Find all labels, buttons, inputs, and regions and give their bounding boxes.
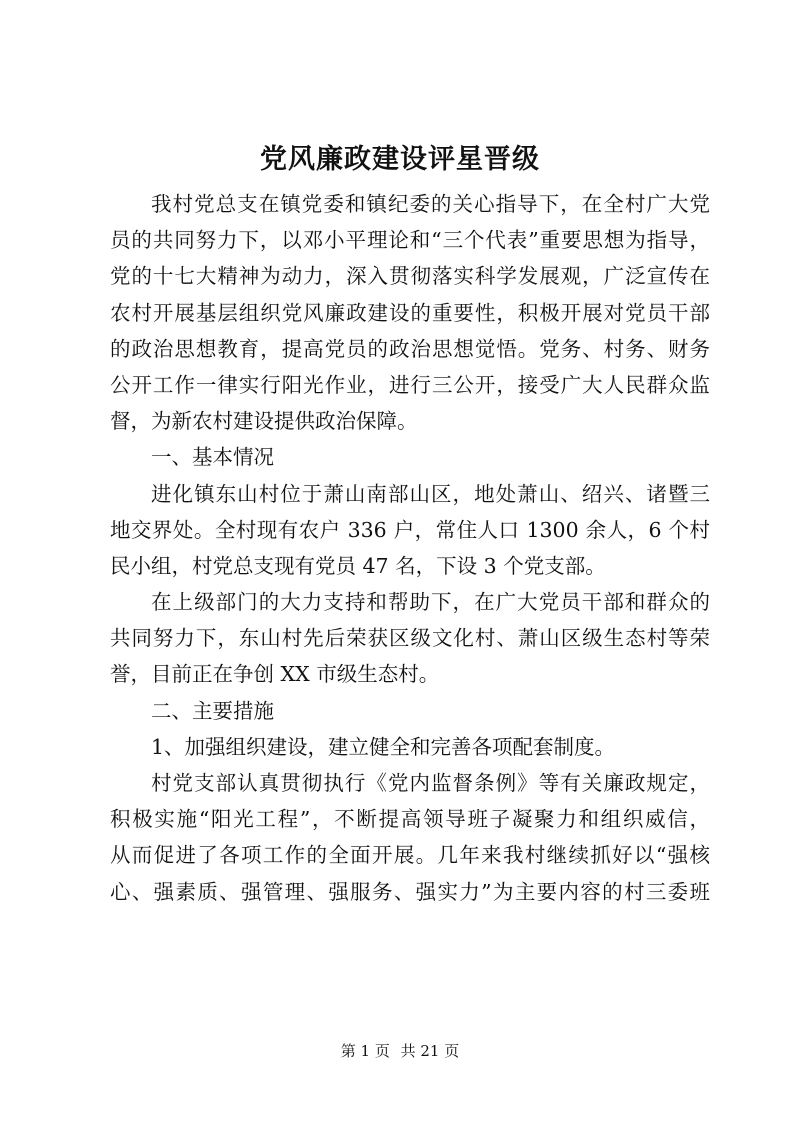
paragraph-line: 公开工作一律实行阳光作业，进行三公开，接受广大人民群众监 [110, 372, 710, 397]
paragraph-line: 党的十七大精神为动力，深入贯彻落实科学发展观，广泛宣传在 [110, 264, 710, 289]
paragraph-line: 农村开展基层组织党风廉政建设的重要性，积极开展对党员干部 [110, 300, 710, 325]
subsection-heading: 1、加强组织建设，建立健全和完善各项配套制度。 [151, 734, 616, 759]
paragraph-line: 共同努力下，东山村先后荣获区级文化村、萧山区级生态村等荣 [110, 626, 710, 651]
paragraph-line: 在上级部门的大力支持和帮助下，在广大党员干部和群众的 [151, 590, 710, 615]
paragraph-line: 地交界处。全村现有农户 336 户，常住人口 1300 余人，6 个村 [110, 517, 710, 542]
paragraph-line: 民小组，村党总支现有党员 47 名，下设 3 个党支部。 [110, 553, 606, 578]
paragraph-line: 督，为新农村建设提供政治保障。 [110, 409, 418, 434]
paragraph-line: 的政治思想教育，提高党员的政治思想觉悟。党务、村务、财务 [110, 336, 710, 361]
paragraph-line: 我村党总支在镇党委和镇纪委的关心指导下，在全村广大党 [151, 192, 710, 216]
page-total: 共 21 页 [400, 1042, 460, 1060]
section-heading: 一、基本情况 [151, 445, 274, 470]
paragraph-line: 心、强素质、强管理、强服务、强实力”为主要内容的村三委班 [110, 879, 710, 904]
paragraph-line: 积极实施“阳光工程”，不断提高领导班子凝聚力和组织威信， [110, 807, 710, 832]
page-footer [0, 1041, 800, 1061]
paragraph-line: 誉，目前正在争创 XX 市级生态村。 [110, 662, 440, 687]
document-body [110, 186, 710, 910]
paragraph-line: 进化镇东山村位于萧山南部山区，地处萧山、绍兴、诸暨三 [151, 481, 710, 506]
paragraph-line: 员的共同努力下，以邓小平理论和“三个代表”重要思想为指导， [110, 228, 710, 253]
paragraph-line: 从而促进了各项工作的全面开展。几年来我村继续抓好以“强核 [110, 843, 710, 868]
section-heading: 二、主要措施 [151, 698, 274, 723]
page-number: 第 1 页 [340, 1042, 390, 1060]
document-title: 党风廉政建设评星晋级 [260, 144, 540, 175]
paragraph-line: 村党支部认真贯彻执行《党内监督条例》等有关廉政规定， [151, 771, 710, 795]
